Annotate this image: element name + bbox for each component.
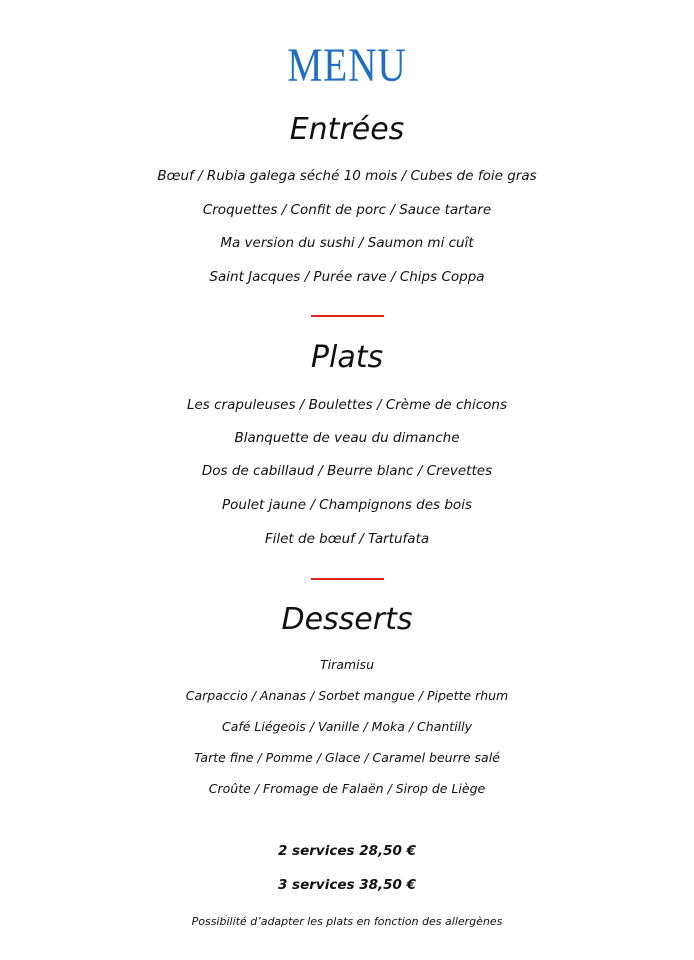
menu-item: Les crapuleuses / Boulettes / Crème de chicons [186,397,508,413]
menu-item: Carpaccio / Ananas / Sorbet mangue / Pipette rhum [185,688,509,703]
menu-item: Ma version du sushi / Saumon mi cuît [220,235,474,251]
menu-item: Saint Jacques / Purée rave / Chips Coppa [209,269,485,285]
price-three-services: 3 services 38,50 € [277,877,417,893]
menu-item: Filet de bœuf / Tartufata [264,531,430,547]
section-heading-desserts: Desserts [281,602,413,637]
section-heading-entrees: Entrées [289,112,405,147]
menu-item: Tiramisu [320,657,374,672]
menu-item: Café Liégeois / Vanille / Moka / Chantilly [221,719,473,734]
section-divider [311,315,384,317]
menu-item: Dos de cabillaud / Beurre blanc / Crevettes [201,463,493,479]
menu-item: Croquettes / Confit de porc / Sauce tartare [202,202,492,218]
menu-item: Croûte / Fromage de Falaën / Sirop de Liège [208,781,486,796]
section-divider [311,578,384,580]
menu-item: Tarte fine / Pomme / Glace / Caramel beurre salé [194,750,500,765]
menu-item: Poulet jaune / Champignons des bois [222,497,472,513]
allergen-note: Possibilité d’adapter les plats en fonction des allergènes [191,915,503,928]
menu-item: Bœuf / Rubia galega séché 10 mois / Cubes de foie gras [157,168,537,184]
section-heading-plats: Plats [310,340,384,375]
menu-item: Blanquette de veau du dimanche [234,430,460,446]
menu-title: MENU [287,39,407,92]
price-two-services: 2 services 28,50 € [277,843,417,859]
